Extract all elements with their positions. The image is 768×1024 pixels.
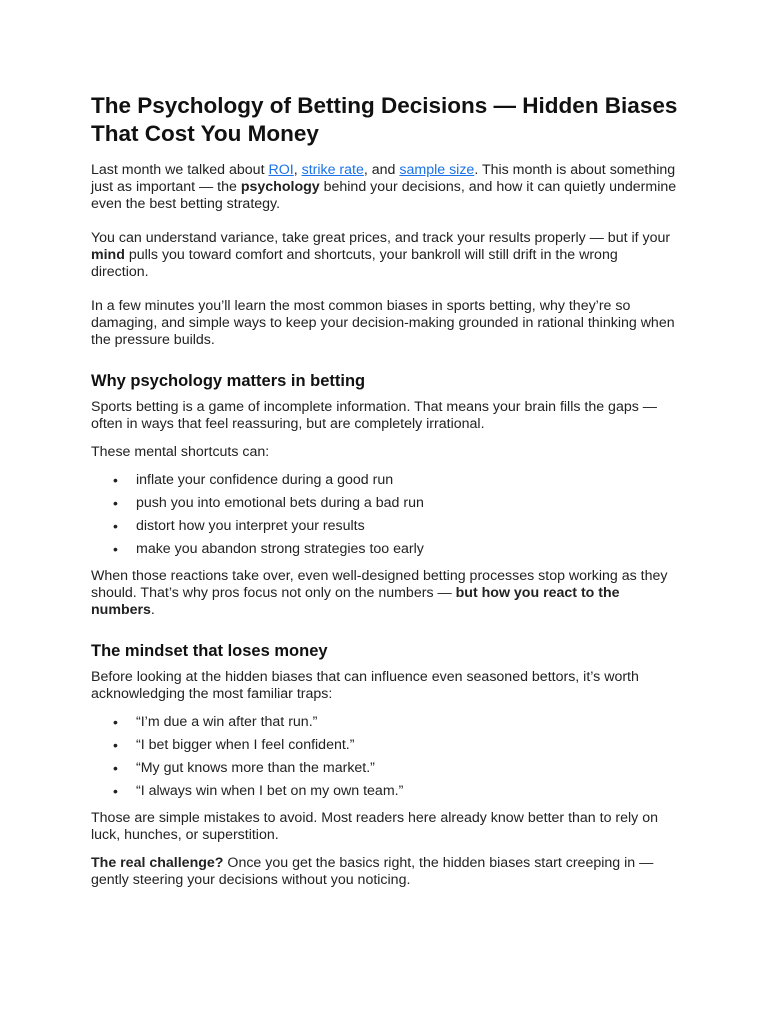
list-item-text: “I’m due a win after that run.” xyxy=(136,714,318,730)
section1-p3-text-1: When those reactions take over, even well-designed betting processes stop working as they should. That’s why pros focus not only on the numbers — xyxy=(91,568,668,601)
section2-paragraph-3 xyxy=(91,855,678,889)
real-challenge-bold: The real challenge? xyxy=(91,855,224,871)
bullet-icon: • xyxy=(113,495,118,511)
article-title: The Psychology of Betting Decisions — Hidden Biases That Cost You Money xyxy=(91,93,678,146)
strike-rate-link[interactable]: strike rate xyxy=(301,162,364,178)
intro-text-3: behind your decisions, and how it can quietly undermine even the best betting strategy. xyxy=(91,179,677,212)
bullet-icon: • xyxy=(113,760,118,776)
intro-text-1: Last month we talked about xyxy=(91,162,269,178)
section1-p3-bold: but how you react to the numbers xyxy=(91,585,620,618)
list-item xyxy=(91,737,678,754)
list-item xyxy=(91,783,678,800)
list-item-text: make you abandon strong strategies too early xyxy=(136,541,424,557)
bullet-icon: • xyxy=(113,518,118,534)
section-heading-why-psychology: Why psychology matters in betting xyxy=(91,372,366,390)
roi-link[interactable]: ROI xyxy=(268,162,294,178)
shortcuts-list xyxy=(91,472,678,558)
traps-list xyxy=(91,714,678,800)
section2-p3-text: Once you get the basics right, the hidden biases start creeping in — gently steering your decisions without you noticing. xyxy=(91,855,654,888)
bullet-icon: • xyxy=(113,783,118,799)
section1-paragraph-3 xyxy=(91,568,678,619)
bullet-icon: • xyxy=(113,714,118,730)
list-item xyxy=(91,495,678,512)
section1-p3-text-2: . xyxy=(150,602,155,618)
sample-size-link[interactable]: sample size xyxy=(399,162,475,178)
paragraph-variance xyxy=(91,230,678,281)
intro-text-2: . This month is about something just as important — the xyxy=(91,162,676,195)
list-item-text: inflate your confidence during a good run xyxy=(136,472,394,488)
list-item xyxy=(91,472,678,489)
list-item xyxy=(91,714,678,731)
intro-sep-2: , and xyxy=(363,162,400,178)
list-item-text: “I always win when I bet on my own team.” xyxy=(136,783,404,799)
paragraph-overview: In a few minutes you’ll learn the most common biases in sports betting, why they’re so damaging, and simple ways to keep your decision-making grounded in rational thinking when the pressure builds. xyxy=(91,298,675,348)
bullet-icon: • xyxy=(113,472,118,488)
section-heading-mindset: The mindset that loses money xyxy=(91,642,328,660)
section1-paragraph-1: Sports betting is a game of incomplete information. That means your brain fills the gaps — often in ways that feel reassuring, but are completely irrational. xyxy=(91,399,657,432)
list-item xyxy=(91,518,678,535)
list-item-text: “I bet bigger when I feel confident.” xyxy=(136,737,355,753)
list-item xyxy=(91,541,678,558)
section2-paragraph-2: Those are simple mistakes to avoid. Most readers here already know better than to rely on luck, hunches, or superstition. xyxy=(91,810,658,843)
bullet-icon: • xyxy=(113,541,118,557)
intro-sep-1: , xyxy=(293,162,302,178)
intro-bold: psychology xyxy=(240,179,320,195)
list-item-text: “My gut knows more than the market.” xyxy=(136,760,375,776)
para2-text-2: pulls you toward comfort and shortcuts, your bankroll will still drift in the wrong direction. xyxy=(91,247,618,280)
section1-paragraph-2: These mental shortcuts can: xyxy=(91,444,270,460)
list-item-text: push you into emotional bets during a bad run xyxy=(136,495,424,511)
intro-paragraph xyxy=(91,162,678,213)
list-item xyxy=(91,760,678,777)
section2-paragraph-1: Before looking at the hidden biases that can influence even seasoned bettors, it’s worth acknowledging the most familiar traps: xyxy=(91,669,639,702)
list-item-text: distort how you interpret your results xyxy=(136,518,365,534)
bullet-icon: • xyxy=(113,737,118,753)
para2-bold: mind xyxy=(91,247,125,263)
para2-text-1: You can understand variance, take great prices, and track your results properly — but if your xyxy=(91,230,671,246)
